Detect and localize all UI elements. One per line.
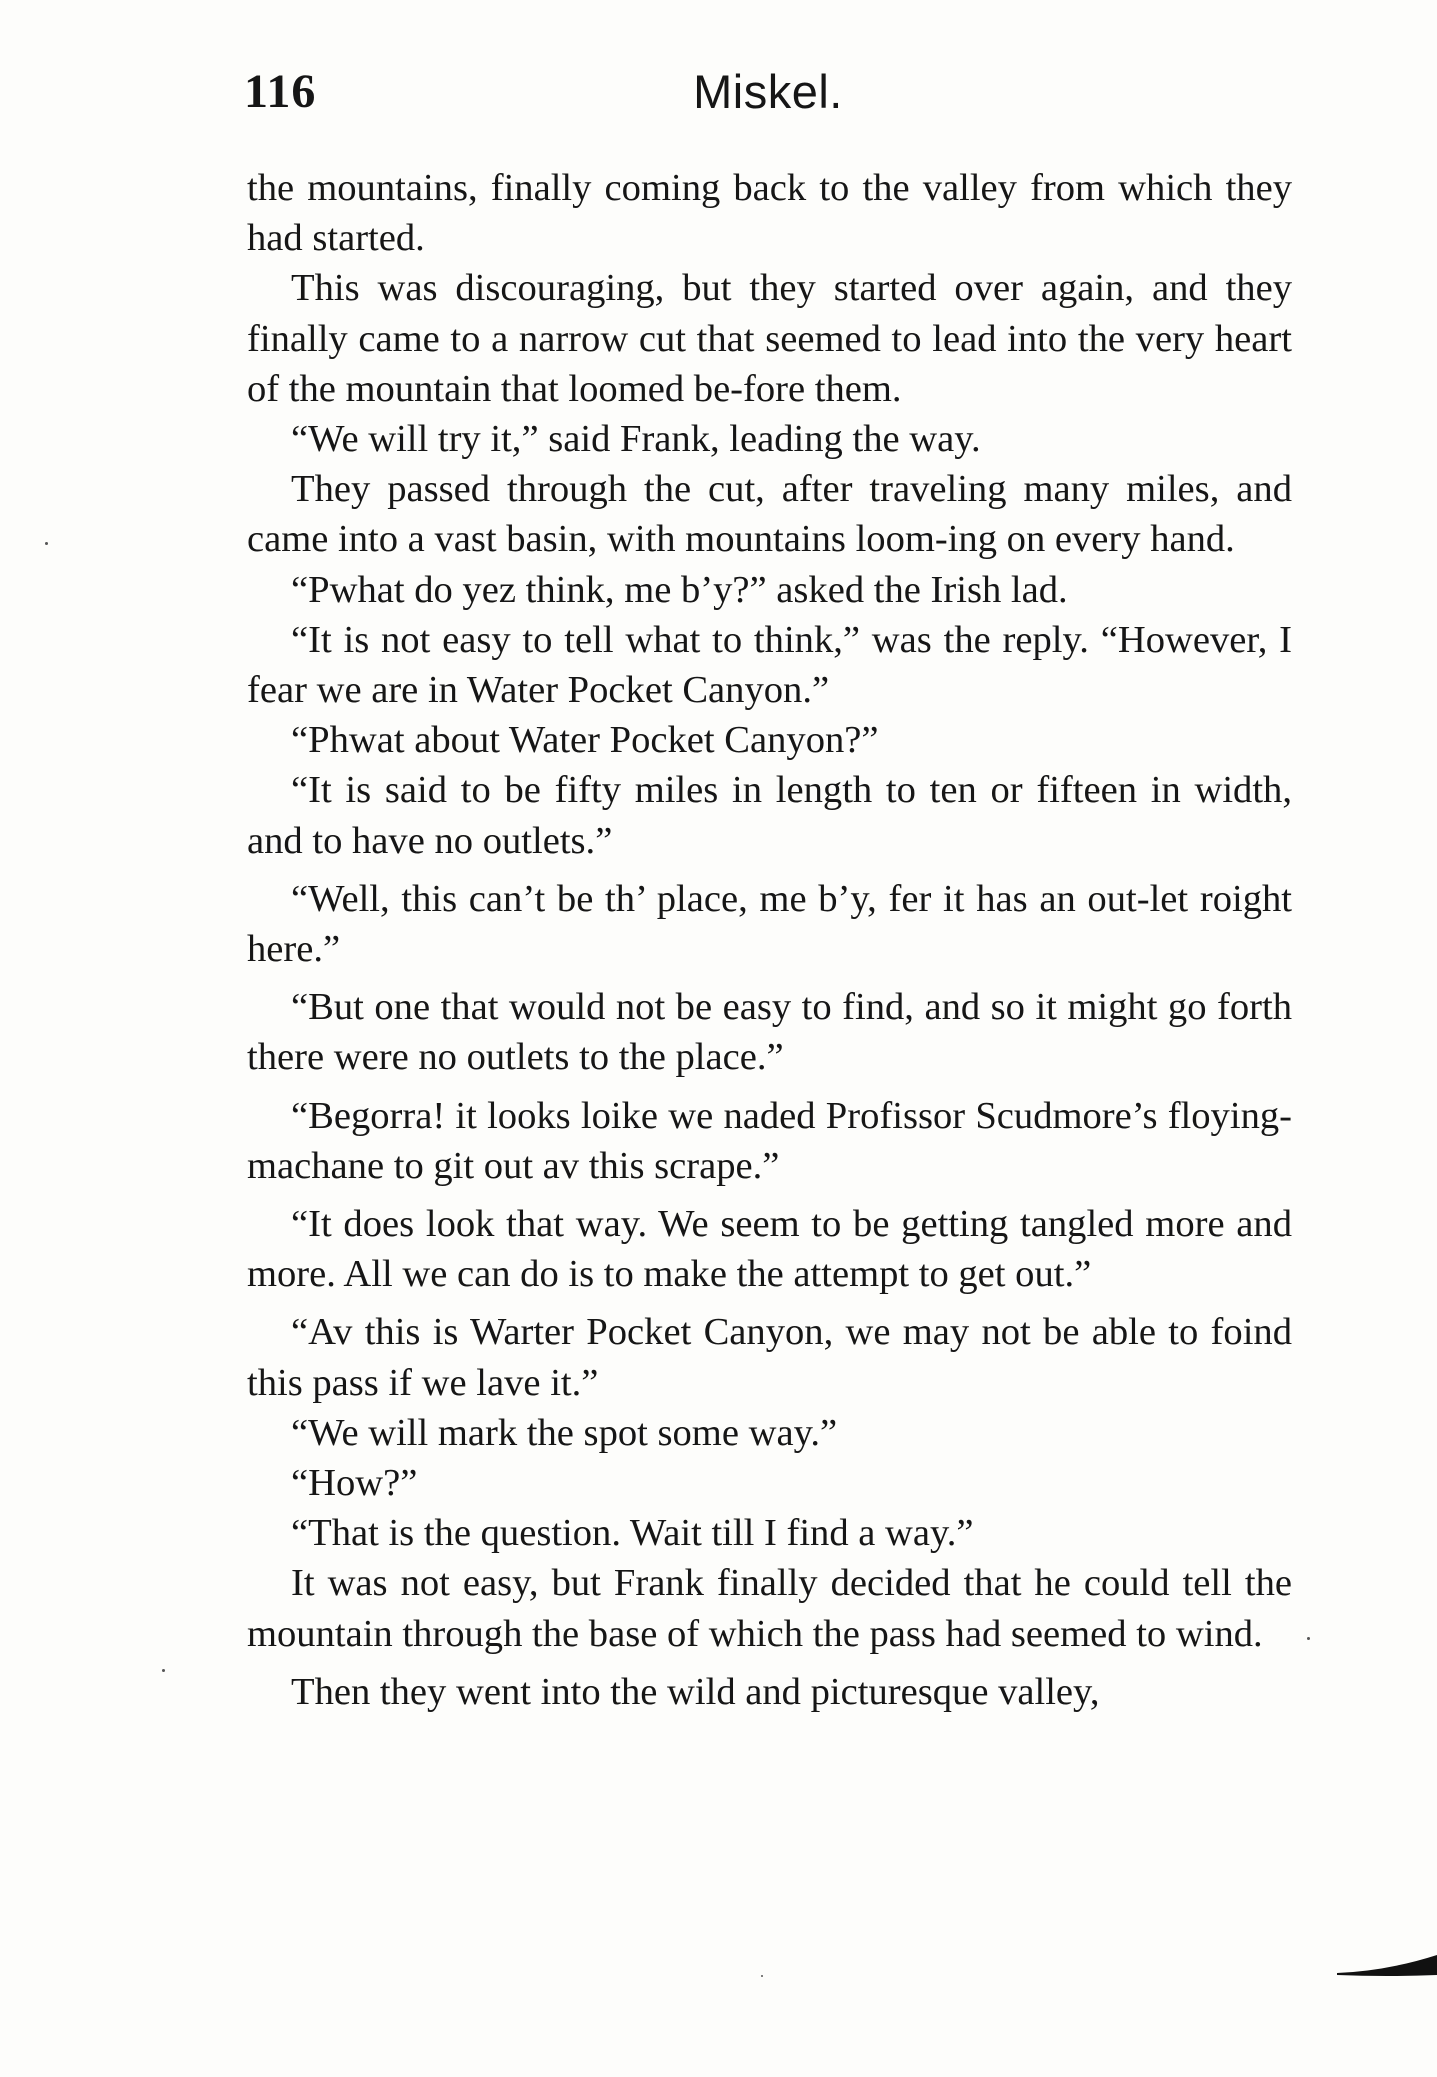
paragraph: “Pwhat do yez think, me b’y?” asked the Irish lad. <box>291 568 1068 611</box>
paragraph: “We will try it,” said Frank, leading the way. <box>291 418 981 461</box>
body-text <box>247 163 1292 1717</box>
print-speck <box>1307 1637 1310 1640</box>
paragraph: Then they went into the wild and picturesque valley, <box>291 1670 1100 1713</box>
page-header <box>244 64 1292 134</box>
paragraph: “It is not easy to tell what to think,” was the reply. “However, I fear we are in Water Pocket Canyon.” <box>247 618 1292 712</box>
paragraph: “How?” <box>291 1462 418 1505</box>
paragraph: the mountains, finally coming back to the valley from which they had started. <box>247 167 1292 260</box>
print-speck <box>761 1975 763 1977</box>
running-head: Miskel. <box>693 65 843 118</box>
page-number: 116 <box>244 65 317 118</box>
paragraph: “It does look that way. We seem to be getting tangled more and more. All we can do is to make the attempt to get out.” <box>247 1203 1292 1296</box>
paragraph: “That is the question. Wait till I find a way.” <box>291 1512 974 1555</box>
page-edge-mark <box>1337 1953 1437 1977</box>
paragraph: “It is said to be fifty miles in length to ten or fifteen in width, and to have no outlets.” <box>247 769 1292 862</box>
paragraph: “Phwat about Water Pocket Canyon?” <box>291 719 879 762</box>
paragraph: “We will mark the spot some way.” <box>291 1411 838 1454</box>
paragraph: They passed through the cut, after traveling many miles, and came into a vast basin, with mountains loom-ing on every hand. <box>247 468 1292 561</box>
paragraph: “Begorra! it looks loike we naded Profissor Scudmore’s floying-machane to git out av this scrape.” <box>247 1094 1292 1187</box>
paragraph: “Av this is Warter Pocket Canyon, we may not be able to foind this pass if we lave it.” <box>247 1311 1292 1404</box>
print-speck <box>45 542 48 545</box>
print-speck <box>162 1669 165 1672</box>
paragraph: It was not easy, but Frank finally decided that he could tell the mountain through the base of which the pass had seemed to wind. <box>247 1562 1292 1655</box>
paragraph: “But one that would not be easy to find, and so it might go forth there were no outlets to the place.” <box>247 986 1292 1079</box>
paragraph: “Well, this can’t be th’ place, me b’y, fer it has an out-let roight here.” <box>247 877 1292 971</box>
paragraph: This was discouraging, but they started over again, and they finally came to a narrow cut that seemed to lead into the very heart of the mountain that loomed be-fore them. <box>247 267 1292 410</box>
